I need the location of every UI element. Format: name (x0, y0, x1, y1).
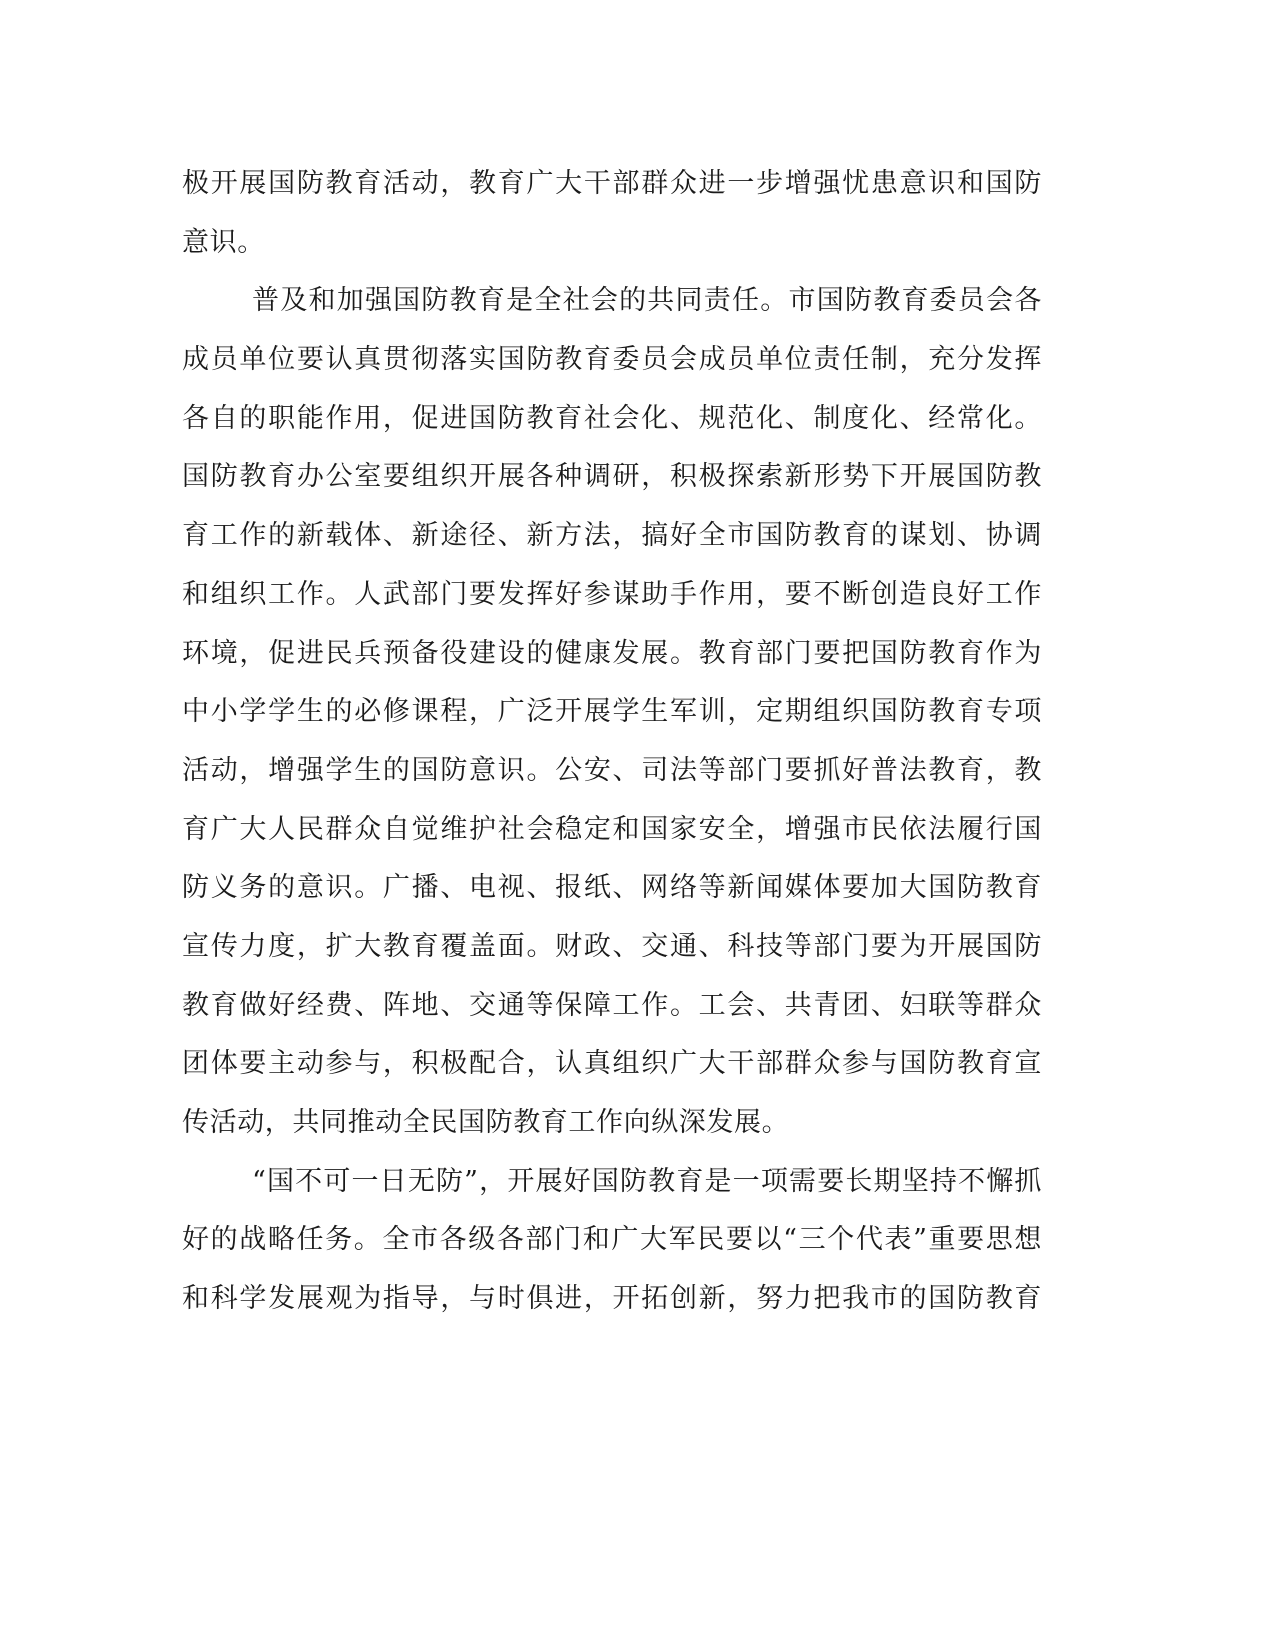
text-line: 育工作的新载体、新途径、新方法，搞好全市国防教育的谋划、协调 (182, 520, 1042, 552)
body-text (182, 155, 1042, 1329)
text-line: “国不可一日无防”，开展好国防教育是一项需要长期坚持不懈抓 (252, 1165, 1042, 1197)
text-line: 意识。 (182, 226, 265, 258)
text-line: 环境，促进民兵预备役建设的健康发展。教育部门要把国防教育作为 (182, 637, 1042, 669)
text-line: 教育做好经费、阵地、交通等保障工作。工会、共青团、妇联等群众 (182, 989, 1042, 1021)
text-line: 国防教育办公室要组织开展各种调研，积极探索新形势下开展国防教 (182, 461, 1042, 493)
text-line: 各自的职能作用，促进国防教育社会化、规范化、制度化、经常化。 (182, 402, 1042, 434)
text-line: 防义务的意识。广播、电视、报纸、网络等新闻媒体要加大国防教育 (182, 872, 1042, 904)
text-line: 团体要主动参与，积极配合，认真组织广大干部群众参与国防教育宣 (182, 1048, 1042, 1080)
text-line: 极开展国防教育活动，教育广大干部群众进一步增强忧患意识和国防 (182, 168, 1042, 199)
text-line: 成员单位要认真贯彻落实国防教育委员会成员单位责任制，充分发挥 (182, 344, 1042, 376)
text-line: 活动，增强学生的国防意识。公安、司法等部门要抓好普法教育，教 (182, 754, 1042, 786)
text-line: 和科学发展观为指导，与时俱进，开拓创新，努力把我市的国防教育 (182, 1283, 1042, 1315)
text-line: 好的战略任务。全市各级各部门和广大军民要以“三个代表”重要思想 (182, 1224, 1042, 1256)
text-line: 和组织工作。人武部门要发挥好参谋助手作用，要不断创造良好工作 (182, 578, 1042, 610)
text-line: 传活动，共同推动全民国防教育工作向纵深发展。 (182, 1107, 790, 1138)
text-line: 中小学学生的必修课程，广泛开展学生军训，定期组织国防教育专项 (182, 696, 1042, 728)
text-line: 育广大人民群众自觉维护社会稳定和国家安全，增强市民依法履行国 (182, 813, 1042, 845)
text-line: 普及和加强国防教育是全社会的共同责任。市国防教育委员会各 (252, 285, 1042, 317)
text-line: 宣传力度，扩大教育覆盖面。财政、交通、科技等部门要为开展国防 (182, 930, 1042, 962)
